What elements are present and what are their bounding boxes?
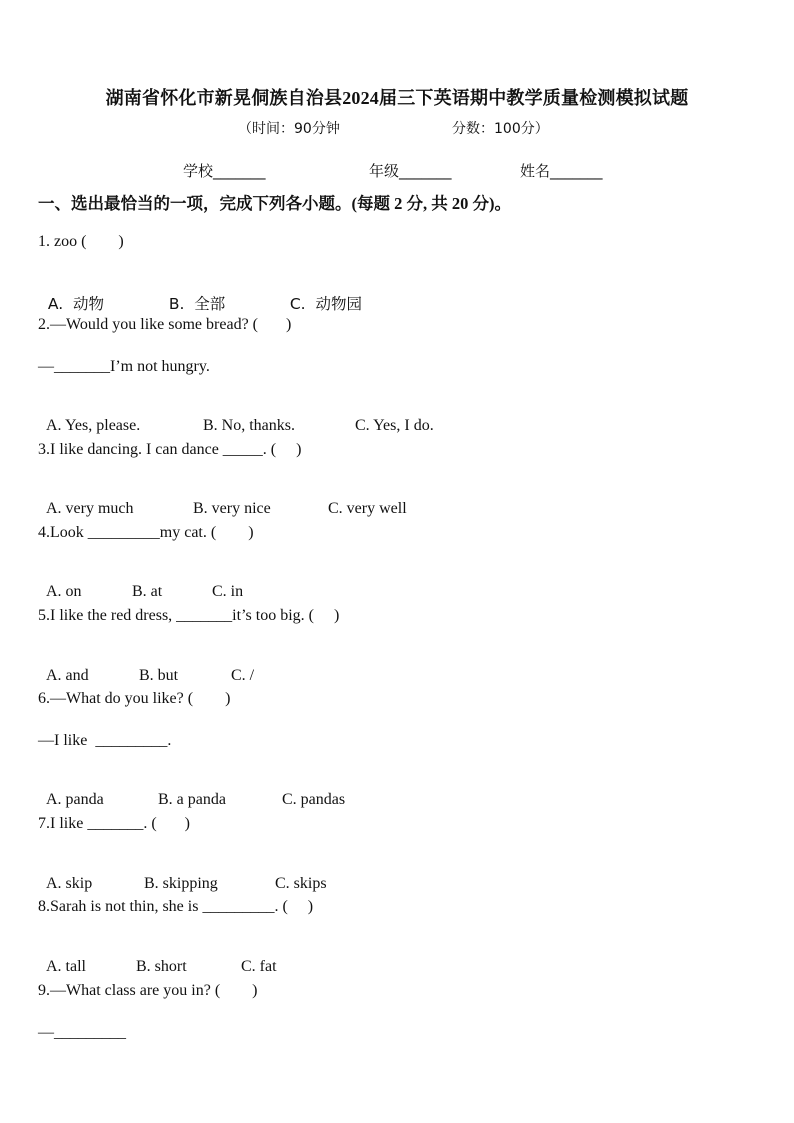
question-7-stem: 7.I like _______. ( ) bbox=[38, 815, 190, 832]
question-4-options bbox=[38, 565, 243, 601]
question-3-options bbox=[38, 482, 407, 518]
option-a: A. very much bbox=[46, 500, 134, 517]
option-b: B. short bbox=[136, 958, 187, 975]
question-6-line2: —I like _________. bbox=[38, 732, 172, 749]
question-8-stem: 8.Sarah is not thin, she is _________. ( ) bbox=[38, 898, 314, 915]
name-field: 姓名_______ bbox=[520, 162, 603, 180]
question-2-line2: —_______I’m not hungry. bbox=[38, 358, 210, 375]
question-2-options bbox=[38, 399, 434, 435]
exam-time: （时间：90分钟 bbox=[238, 121, 340, 137]
option-b: B. No, thanks. bbox=[203, 417, 295, 434]
option-b: B. skipping bbox=[144, 875, 218, 892]
option-c: C. Yes, I do. bbox=[355, 417, 434, 434]
option-c: C. / bbox=[231, 667, 255, 684]
exam-score: 分数：100分） bbox=[452, 121, 549, 137]
question-5-stem: 5.I like the red dress, _______it’s too big. ( ) bbox=[38, 607, 340, 624]
option-b: B. but bbox=[139, 667, 179, 684]
option-c: C. 动物园 bbox=[289, 295, 362, 313]
option-c: C. skips bbox=[275, 875, 327, 892]
option-b: B. a panda bbox=[158, 791, 226, 808]
question-3-stem: 3.I like dancing. I can dance _____. ( ) bbox=[38, 441, 302, 458]
school-field: 学校_______ bbox=[183, 162, 266, 180]
option-a: A. and bbox=[46, 667, 89, 684]
option-a: A. panda bbox=[46, 791, 104, 808]
option-a: A. Yes, please. bbox=[46, 417, 141, 434]
option-a: A. tall bbox=[46, 958, 86, 975]
question-6-stem: 6.—What do you like? ( ) bbox=[38, 690, 231, 707]
exam-title: 湖南省怀化市新晃侗族自治县2024届三下英语期中教学质量检测模拟试题 bbox=[105, 88, 689, 108]
option-a: A. 动物 bbox=[47, 295, 104, 313]
question-6-options bbox=[38, 773, 345, 809]
option-a: A. skip bbox=[46, 875, 93, 892]
grade-field: 年级_______ bbox=[369, 162, 452, 180]
option-a: A. on bbox=[46, 583, 82, 600]
option-b: B. 全部 bbox=[168, 295, 226, 313]
option-b: B. at bbox=[132, 583, 163, 600]
question-5-options bbox=[38, 649, 254, 685]
option-c: C. pandas bbox=[282, 791, 346, 808]
section-heading: 一、选出最恰当的一项，完成下列各小题。(每题 2 分, 共 20 分)。 bbox=[38, 194, 511, 213]
question-9-line2: —_________ bbox=[38, 1024, 126, 1041]
question-8-options bbox=[38, 940, 277, 976]
question-4-stem: 4.Look _________my cat. ( ) bbox=[38, 524, 254, 541]
question-1-options bbox=[38, 274, 362, 314]
option-b: B. very nice bbox=[193, 500, 271, 517]
question-9-stem: 9.—What class are you in? ( ) bbox=[38, 982, 258, 999]
question-2-stem: 2.—Would you like some bread? ( ) bbox=[38, 316, 292, 333]
option-c: C. very well bbox=[328, 500, 407, 517]
question-1-stem: 1. zoo ( ) bbox=[38, 233, 124, 250]
option-c: C. fat bbox=[241, 958, 277, 975]
question-7-options bbox=[38, 857, 327, 893]
option-c: C. in bbox=[212, 583, 244, 600]
